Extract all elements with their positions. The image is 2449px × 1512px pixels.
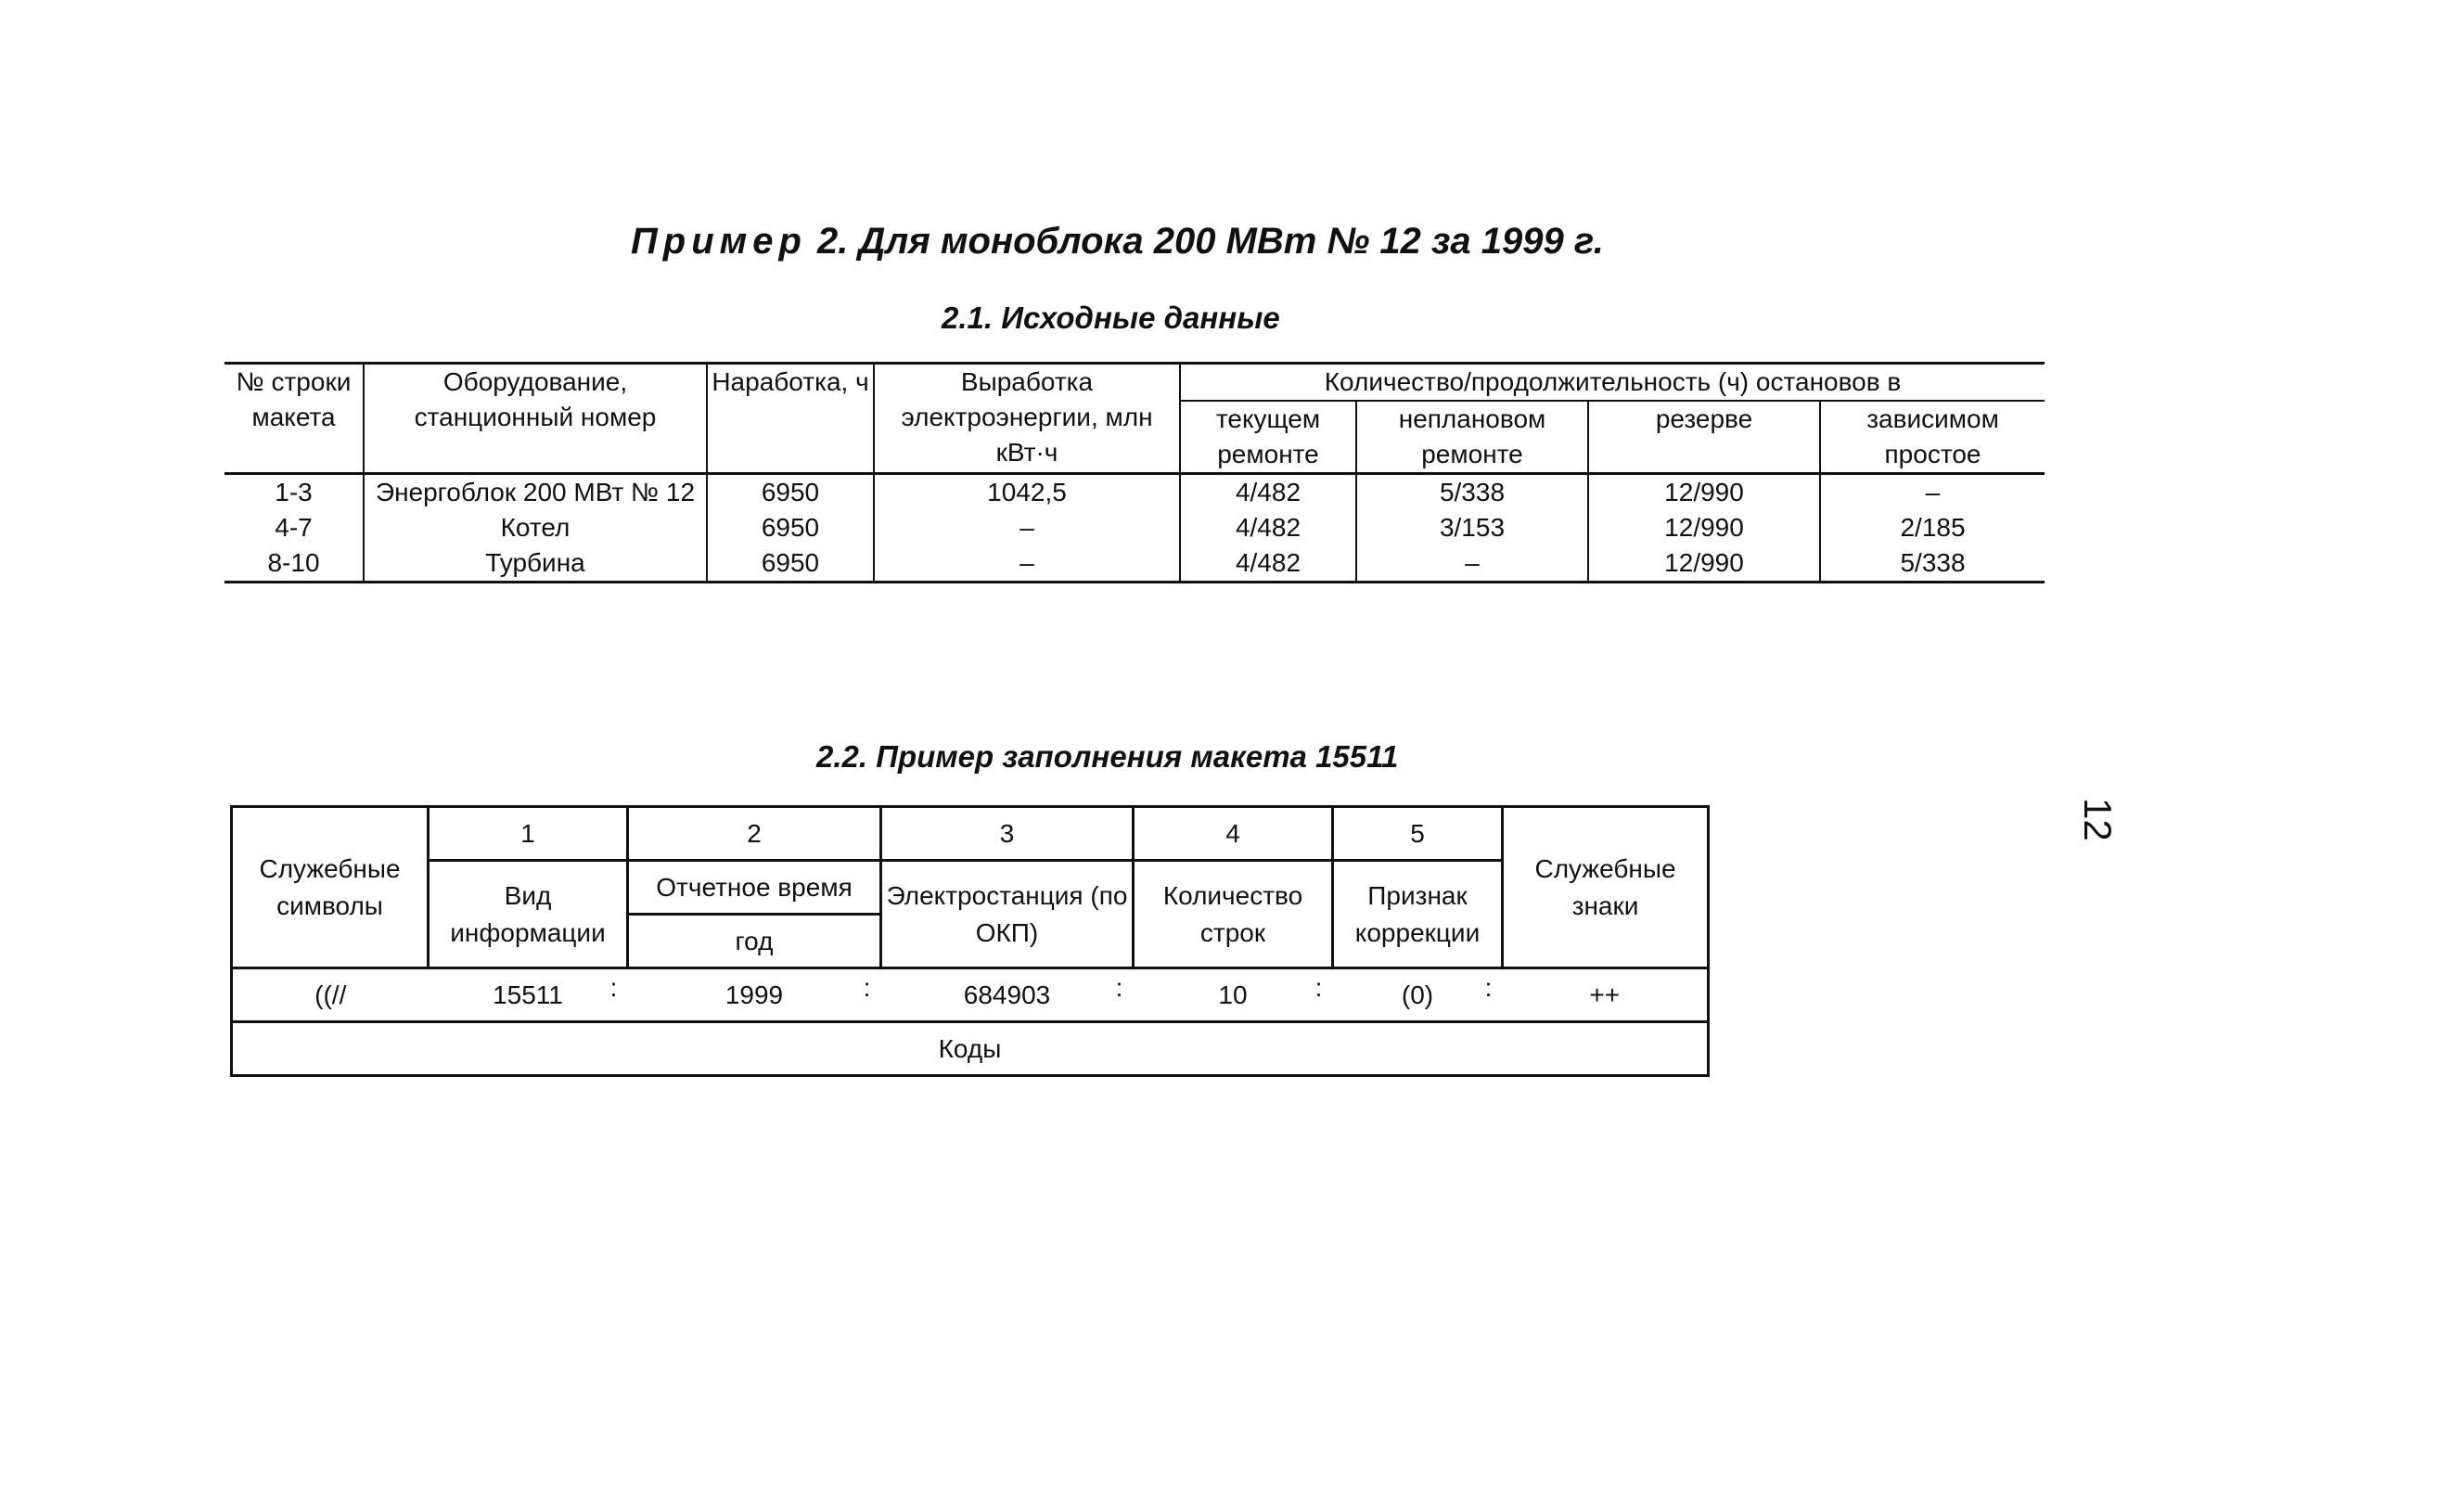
cell-generation: –	[874, 510, 1180, 545]
separator: :	[1314, 973, 1323, 1002]
value-station: 684903 :	[881, 968, 1134, 1022]
cell-unplanned-repair: 3/153	[1356, 510, 1588, 545]
table-row	[224, 545, 2045, 583]
section-title-layout-example: 2.2. Пример заполнения макета 15511	[816, 739, 1399, 774]
header-generation: Выработка электроэнергии, млн кВт·ч	[874, 364, 1180, 474]
cell-generation: –	[874, 545, 1180, 583]
page-number: 12	[2076, 798, 2120, 841]
layout-example-table	[230, 805, 1710, 1077]
cell-reserve: 12/990	[1588, 510, 1820, 545]
cell-reserve: 12/990	[1588, 545, 1820, 583]
cell-hours: 6950	[707, 474, 874, 511]
cell-equipment: Турбина	[364, 545, 707, 583]
header-year: год	[628, 915, 881, 968]
value-start-symbols: ((//	[232, 968, 429, 1022]
value-row-count: 10 :	[1134, 968, 1333, 1022]
cell-hours: 6950	[707, 545, 874, 583]
separator: :	[1115, 973, 1123, 1002]
separator: :	[609, 973, 618, 1002]
cell-generation: 1042,5	[874, 474, 1180, 511]
header-unplanned-repair: неплановом ремонте	[1356, 401, 1588, 474]
page-title	[631, 221, 1604, 263]
title-prefix: Пример	[631, 221, 807, 262]
col-number: 4	[1134, 807, 1333, 861]
values-row	[232, 968, 1709, 1022]
cell-reserve: 12/990	[1588, 474, 1820, 511]
header-dependent-idle: зависимом простое	[1820, 401, 2045, 474]
source-data-table	[224, 362, 2045, 583]
col-number: 1	[429, 807, 628, 861]
header-service-symbols: Служебные символы	[232, 807, 429, 968]
table-row	[224, 474, 2045, 511]
cell-row-no: 1-3	[224, 474, 364, 511]
header-row-count: Количество строк	[1134, 861, 1333, 968]
header-current-repair: текущем ремонте	[1180, 401, 1356, 474]
header-report-time: Отчетное время	[628, 861, 881, 915]
separator: :	[1484, 973, 1493, 1002]
header-station: Электростанция (по ОКП)	[881, 861, 1134, 968]
col-number: 5	[1333, 807, 1503, 861]
value-info-type: 15511 :	[429, 968, 628, 1022]
cell-dependent-idle: –	[1925, 478, 1941, 506]
value-end-signs: ++	[1503, 968, 1709, 1022]
section-title-source-data: 2.1. Исходные данные	[942, 301, 1280, 335]
separator: :	[863, 973, 871, 1002]
cell-dependent-idle: 2/185	[1900, 513, 1966, 542]
cell-current-repair: 4/482	[1180, 474, 1356, 511]
header-row-no: № строки макета	[224, 364, 364, 474]
header-service-signs: Служебные знаки	[1503, 807, 1709, 968]
cell-current-repair: 4/482	[1180, 545, 1356, 583]
value-correction: (0) :	[1333, 968, 1503, 1022]
header-stops-group: Количество/продолжительность (ч) остановов в	[1180, 364, 2045, 402]
header-reserve: резерве	[1588, 401, 1820, 474]
cell-dependent-idle: 5/338	[1820, 545, 2045, 583]
header-correction: Признак коррекции	[1333, 861, 1503, 968]
col-number: 2	[628, 807, 881, 861]
header-info-type: Вид информации	[429, 861, 628, 968]
cell-current-repair: 4/482	[1180, 510, 1356, 545]
title-suffix: 2. Для моноблока 200 МВт № 12 за 1999 г.	[817, 221, 1604, 262]
cell-unplanned-repair: –	[1356, 545, 1588, 583]
header-equipment: Оборудование, станционный номер	[364, 364, 707, 474]
footer-codes: Коды	[232, 1022, 1709, 1076]
table-row	[224, 510, 2045, 545]
cell-equipment: Энергоблок 200 МВт № 12	[364, 474, 707, 511]
cell-row-no: 8-10	[224, 545, 364, 583]
col-number: 3	[881, 807, 1134, 861]
cell-equipment: Котел	[364, 510, 707, 545]
cell-row-no: 4-7	[224, 510, 364, 545]
value-year: 1999 :	[628, 968, 881, 1022]
cell-hours: 6950	[707, 510, 874, 545]
cell-unplanned-repair: 5/338	[1356, 474, 1588, 511]
header-operating-hours: Наработка, ч	[707, 364, 874, 474]
